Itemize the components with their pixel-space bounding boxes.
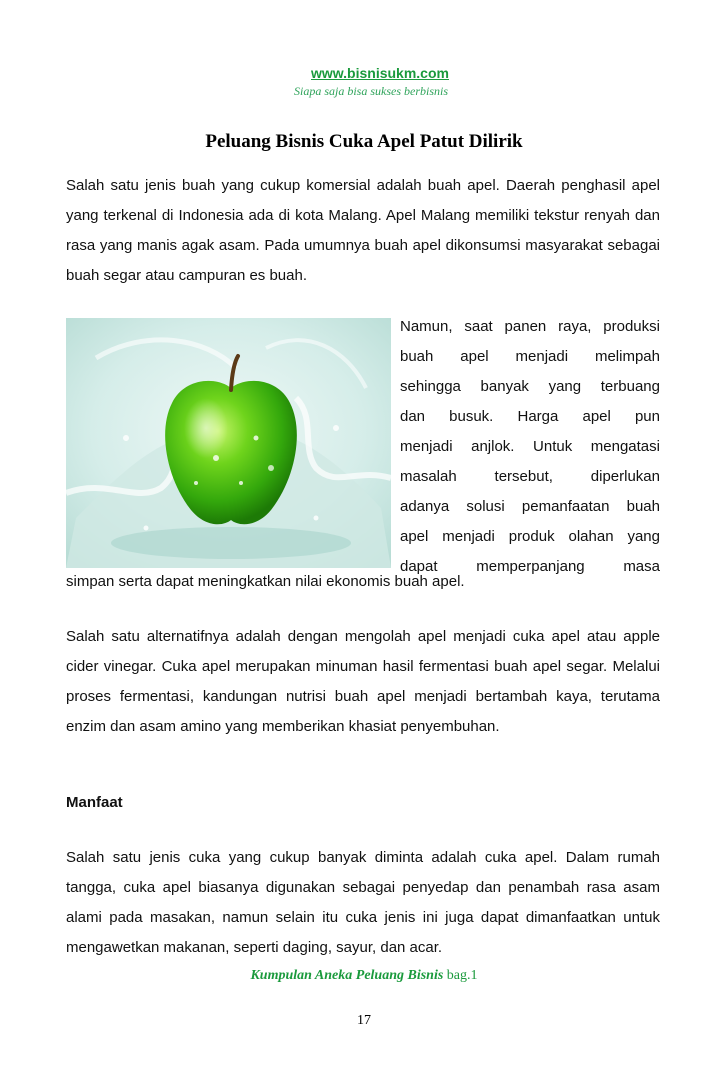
page-header [0, 64, 728, 100]
paragraph-alternative [66, 622, 660, 742]
side-line: buah apel menjadi melimpah [400, 348, 660, 365]
side-line: masalah tersebut, diperlukan [400, 468, 660, 485]
site-tagline: Siapa saja bisa sukses berbisnis [293, 84, 448, 98]
paragraph-continuation [66, 567, 660, 597]
side-line: apel menjadi produk olahan yang [400, 528, 660, 545]
green-apple-splash-image [66, 318, 391, 568]
article-title: Peluang Bisnis Cuka Apel Patut Dilirik [205, 131, 523, 152]
side-line: dapat memperpanjang masa [400, 558, 660, 575]
book-part: bag.1 [446, 968, 478, 983]
side-line: Namun, saat panen raya, produksi [400, 318, 660, 335]
side-line: adanya solusi pemanfaatan buah [400, 498, 660, 515]
side-line: dan busuk. Harga apel pun [400, 408, 660, 425]
site-link[interactable]: www.bisnisukm.com [311, 65, 449, 81]
paragraph-intro-text: Salah satu jenis buah yang cukup komersial adalah buah apel. Daerah penghasil apel yang terkenal di Indonesia ada di kota Malang. Apel Malang memiliki tekstur renyah dan rasa yang manis agak asam. Pada umumnya buah apel dikonsumsi masyarakat sebagai buah segar atau campuran es buah. [66, 177, 660, 284]
side-paragraph [400, 312, 660, 582]
page-footer [0, 966, 728, 986]
paragraph-alternative-text: Salah satu alternatifnya adalah dengan mengolah apel menjadi cuka apel atau apple cider vinegar. Cuka apel merupakan minuman hasil fermentasi buah apel segar. Melalui proses fermentasi, kandungan nutrisi buah apel menjadi bertambah kaya, terutama enzim dan asam amino yang memberikan khasiat penyembuhan. [66, 628, 660, 735]
side-line: menjadi anjlok. Untuk mengatasi [400, 438, 660, 455]
page-number: 17 [357, 1013, 371, 1028]
paragraph-intro [66, 171, 660, 291]
book-title: Kumpulan Aneka Peluang Bisnis [250, 968, 444, 983]
paragraph-manfaat-text: Salah satu jenis cuka yang cukup banyak diminta adalah cuka apel. Dalam rumah tangga, cuka apel biasanya digunakan sebagai penyedap dan penambah rasa asam alami pada masakan, namun selain itu cuka jenis ini juga dapat dimanfaatkan untuk mengawetkan makanan, seperti daging, sayur, dan acar. [66, 849, 660, 956]
side-line: sehingga banyak yang terbuang [400, 378, 660, 395]
paragraph-manfaat [66, 843, 660, 963]
paragraph-continuation-text: simpan serta dapat meningkatkan nilai ekonomis buah apel. [66, 573, 465, 590]
section-heading-manfaat: Manfaat [66, 794, 123, 811]
